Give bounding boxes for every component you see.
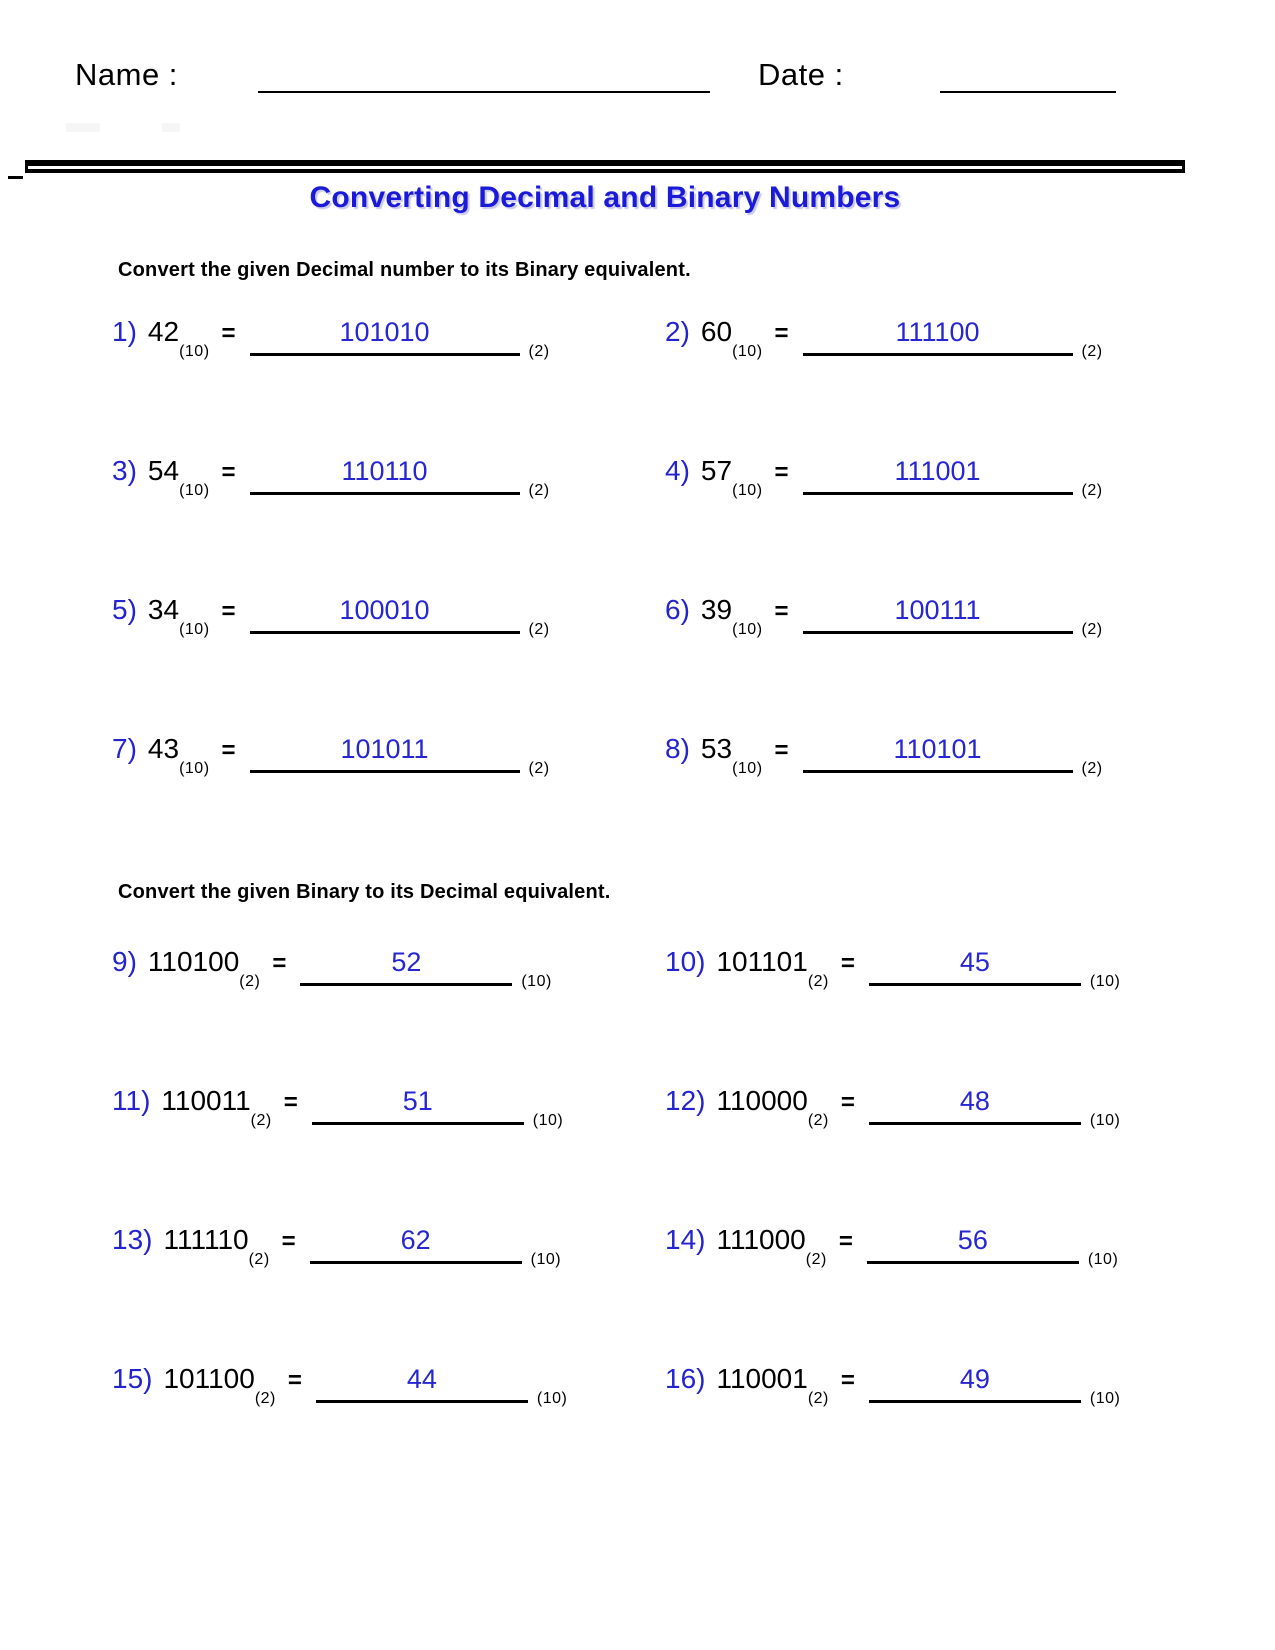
given-number: 57 bbox=[700, 455, 733, 486]
problem-number: 15) bbox=[112, 1363, 153, 1394]
section1-problems bbox=[112, 312, 1145, 785]
given-number: 101101 bbox=[716, 946, 808, 977]
problem-number: 8) bbox=[665, 733, 690, 764]
equals-sign: = bbox=[221, 320, 236, 347]
answer-base-label: (10) bbox=[1089, 1112, 1121, 1129]
answer-blank-line bbox=[869, 1087, 1081, 1125]
given-number: 110100 bbox=[147, 946, 240, 977]
given-number: 60 bbox=[700, 316, 733, 347]
answer-base-label: (2) bbox=[528, 760, 550, 777]
answer-base-label: (10) bbox=[1087, 1251, 1119, 1268]
answer-blank-line bbox=[869, 948, 1081, 986]
page-title: Converting Decimal and Binary Numbers bbox=[309, 181, 901, 214]
equals-sign: = bbox=[840, 1367, 855, 1394]
answer-value: 111001 bbox=[894, 456, 981, 486]
problem-number: 13) bbox=[112, 1224, 153, 1255]
problem-number: 14) bbox=[665, 1224, 706, 1255]
given-base-subscript: (2) bbox=[239, 973, 261, 990]
answer-value: 44 bbox=[406, 1364, 437, 1394]
equals-sign: = bbox=[287, 1367, 302, 1394]
given-number: 111110 bbox=[163, 1224, 249, 1255]
problem-2 bbox=[665, 312, 1145, 368]
name-blank-line bbox=[258, 91, 710, 93]
equals-sign: = bbox=[840, 1089, 855, 1116]
given-base-subscript: (10) bbox=[732, 343, 763, 360]
answer-value: 45 bbox=[959, 947, 990, 977]
given-number: 39 bbox=[700, 594, 733, 625]
answer-blank-line bbox=[310, 1226, 522, 1264]
given-base-subscript: (10) bbox=[732, 760, 763, 777]
date-label: Date : bbox=[758, 57, 844, 92]
problem-1 bbox=[112, 312, 590, 368]
answer-base-label: (10) bbox=[1089, 973, 1121, 990]
equals-sign: = bbox=[221, 459, 236, 486]
name-label: Name : bbox=[75, 57, 178, 92]
answer-blank-line bbox=[250, 596, 520, 634]
problem-number: 6) bbox=[665, 594, 690, 625]
given-base-subscript: (10) bbox=[179, 760, 210, 777]
problem-6 bbox=[665, 590, 1145, 646]
stray-print-mark bbox=[8, 176, 23, 179]
problem-number: 3) bbox=[112, 455, 137, 486]
given-base-subscript: (10) bbox=[179, 482, 210, 499]
problem-4 bbox=[665, 451, 1145, 507]
given-number: 43 bbox=[147, 733, 180, 764]
equals-sign: = bbox=[838, 1228, 853, 1255]
given-number: 110000 bbox=[716, 1085, 808, 1116]
problem-number: 11) bbox=[112, 1085, 151, 1116]
problem-number: 2) bbox=[665, 316, 690, 347]
answer-base-label: (2) bbox=[1081, 482, 1103, 499]
given-number: 110011 bbox=[161, 1085, 251, 1116]
answer-base-label: (10) bbox=[521, 973, 552, 990]
given-base-subscript: (2) bbox=[254, 1390, 276, 1407]
answer-blank-line bbox=[803, 596, 1073, 634]
equals-sign: = bbox=[774, 598, 789, 625]
answer-blank-line bbox=[250, 318, 520, 356]
given-number: 34 bbox=[147, 594, 180, 625]
equals-sign: = bbox=[283, 1089, 298, 1116]
problem-9 bbox=[112, 942, 590, 998]
problem-number: 9) bbox=[112, 946, 137, 977]
answer-value: 52 bbox=[391, 947, 422, 977]
given-number: 111000 bbox=[716, 1224, 806, 1255]
answer-value: 100010 bbox=[339, 595, 430, 625]
equals-sign: = bbox=[774, 320, 789, 347]
problem-15 bbox=[112, 1359, 590, 1415]
problem-16 bbox=[665, 1359, 1145, 1415]
answer-value: 56 bbox=[957, 1225, 988, 1255]
answer-value: 101011 bbox=[340, 734, 429, 764]
answer-base-label: (2) bbox=[528, 482, 550, 499]
answer-blank-line bbox=[869, 1365, 1081, 1403]
answer-base-label: (10) bbox=[532, 1112, 564, 1129]
problem-10 bbox=[665, 942, 1145, 998]
problem-13 bbox=[112, 1220, 590, 1276]
given-number: 53 bbox=[700, 733, 733, 764]
answer-blank-line bbox=[803, 735, 1073, 773]
answer-value: 48 bbox=[959, 1086, 990, 1116]
problem-12 bbox=[665, 1081, 1145, 1137]
answer-base-label: (2) bbox=[528, 621, 550, 638]
given-base-subscript: (10) bbox=[732, 621, 763, 638]
answer-base-label: (2) bbox=[1081, 760, 1103, 777]
problem-number: 5) bbox=[112, 594, 137, 625]
answer-blank-line bbox=[316, 1365, 528, 1403]
given-number: 42 bbox=[147, 316, 180, 347]
answer-base-label: (2) bbox=[528, 343, 550, 360]
problem-5 bbox=[112, 590, 590, 646]
answer-value: 110110 bbox=[341, 456, 428, 486]
given-base-subscript: (10) bbox=[179, 343, 210, 360]
header-divider-rule bbox=[25, 160, 1185, 173]
problem-number: 10) bbox=[665, 946, 706, 977]
problem-11 bbox=[112, 1081, 590, 1137]
given-base-subscript: (10) bbox=[732, 482, 763, 499]
problem-number: 16) bbox=[665, 1363, 706, 1394]
equals-sign: = bbox=[774, 459, 789, 486]
equals-sign: = bbox=[774, 737, 789, 764]
section1-instruction: Convert the given Decimal number to its Binary equivalent. bbox=[118, 259, 691, 281]
given-number: 54 bbox=[147, 455, 180, 486]
given-base-subscript: (2) bbox=[250, 1112, 272, 1129]
problem-number: 4) bbox=[665, 455, 690, 486]
answer-base-label: (10) bbox=[1089, 1390, 1121, 1407]
section2-instruction: Convert the given Binary to its Decimal equivalent. bbox=[118, 881, 611, 903]
faint-print-artifact bbox=[66, 123, 201, 135]
answer-blank-line bbox=[867, 1226, 1079, 1264]
section2-problems bbox=[112, 942, 1145, 1415]
given-base-subscript: (2) bbox=[807, 973, 829, 990]
answer-value: 101010 bbox=[339, 317, 430, 347]
given-base-subscript: (2) bbox=[807, 1112, 829, 1129]
equals-sign: = bbox=[221, 737, 236, 764]
problem-number: 12) bbox=[665, 1085, 706, 1116]
answer-blank-line bbox=[803, 318, 1073, 356]
problem-number: 1) bbox=[112, 316, 137, 347]
answer-blank-line bbox=[250, 457, 520, 495]
given-base-subscript: (2) bbox=[807, 1390, 829, 1407]
given-number: 110001 bbox=[716, 1363, 808, 1394]
answer-value: 110101 bbox=[893, 734, 982, 764]
answer-blank-line bbox=[250, 735, 520, 773]
equals-sign: = bbox=[840, 950, 855, 977]
given-base-subscript: (10) bbox=[179, 621, 210, 638]
equals-sign: = bbox=[281, 1228, 296, 1255]
problem-number: 7) bbox=[112, 733, 137, 764]
problem-8 bbox=[665, 729, 1145, 785]
problem-14 bbox=[665, 1220, 1145, 1276]
answer-blank-line bbox=[300, 948, 512, 986]
equals-sign: = bbox=[221, 598, 236, 625]
answer-base-label: (10) bbox=[536, 1390, 568, 1407]
equals-sign: = bbox=[272, 950, 287, 977]
problem-3 bbox=[112, 451, 590, 507]
answer-value: 111100 bbox=[895, 317, 980, 347]
answer-blank-line bbox=[803, 457, 1073, 495]
answer-value: 100111 bbox=[894, 595, 981, 625]
answer-value: 62 bbox=[400, 1225, 431, 1255]
answer-value: 51 bbox=[402, 1086, 433, 1116]
answer-blank-line bbox=[312, 1087, 524, 1125]
answer-base-label: (10) bbox=[530, 1251, 562, 1268]
given-number: 101100 bbox=[163, 1363, 255, 1394]
answer-value: 49 bbox=[959, 1364, 990, 1394]
answer-base-label: (2) bbox=[1081, 343, 1103, 360]
date-blank-line bbox=[940, 91, 1116, 93]
problem-7 bbox=[112, 729, 590, 785]
given-base-subscript: (2) bbox=[248, 1251, 270, 1268]
answer-base-label: (2) bbox=[1081, 621, 1103, 638]
given-base-subscript: (2) bbox=[805, 1251, 827, 1268]
